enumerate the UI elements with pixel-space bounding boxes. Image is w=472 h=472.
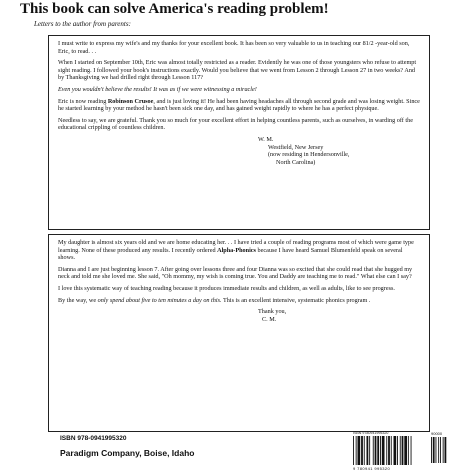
signature-initials: W. M. — [258, 135, 274, 143]
text-span: because I have heard Samuel Blumenfeld speak on several shows. — [58, 246, 403, 262]
signature-place: Westfield, New Jersey — [268, 143, 324, 151]
barcode-isbn-text: ISBN 9780941995320 — [353, 431, 389, 435]
barcode-price-code: 90000 — [431, 431, 443, 436]
letter1-signature — [258, 136, 420, 166]
letter1-paragraph: I must write to express my wife's and my thanks for your excellent book. It has been so very valuable to us in teaching our 81/2 -year-old son, Eric, to read. . . — [58, 40, 410, 55]
intro-text: Letters to the author from parents: — [34, 20, 131, 28]
barcode-bars — [345, 431, 455, 471]
emphasis-text: only spend about five to ten minutes a day on this. — [97, 296, 222, 304]
signature-note: North Carolina) — [276, 158, 316, 166]
letter-box-2 — [48, 234, 430, 432]
letter2-paragraph: I love this systematic way of teaching reading because it produces immediate results and children, as well as adults, like to see progress. — [58, 284, 395, 292]
text-span: Eric is now reading — [58, 97, 108, 105]
text-span: By the way, we — [58, 296, 98, 304]
book-title: Robinson Crusoe — [107, 97, 154, 105]
signature-thanks: Thank you, — [258, 308, 287, 316]
headline: This book can solve America's reading problem! — [20, 1, 329, 17]
publisher-label: Paradigm Company, Boise, Idaho — [60, 448, 195, 458]
letter2-paragraph — [58, 239, 420, 262]
letter1-paragraph — [58, 98, 420, 113]
text-span: , and is just loving it! He had been having headaches all through second grade and was losing weight. Since he started learning by your method he hasn't been sick one day, and has gained weight rapidly to where he has a perfect physique. — [58, 97, 420, 113]
isbn-label: ISBN 978-0941995320 — [60, 435, 127, 442]
letter2-signature — [258, 308, 420, 323]
signature-note: (now residing in Hendersonville, — [268, 151, 350, 159]
book-title: Alpha-Phonics — [217, 246, 256, 254]
barcode — [345, 431, 455, 471]
letter2-paragraph — [58, 297, 420, 305]
text-span: My daughter is almost six years old and we are home educating her. . . I have tried a couple of reading programs most of which were game type learning. None of these produced any results. I recently ordered — [58, 239, 414, 254]
letter-box-1 — [48, 35, 430, 230]
letter1-paragraph: Needless to say, we are grateful. Thank you so much for your excellent effort in helping countless parents, such as ourselves, in warding off the educational crippling of countless children. — [58, 116, 413, 132]
text-span: This is an excellent intensive, systematic phonics program . — [221, 296, 371, 304]
letter1-paragraph: When I started on September 10th, Eric was almost totally restricted as a reader. Evidently he was one of those youngsters who refuse to attempt sight reading. I followed your book's instructions exactly. Would you believe that we went from Lesson 2 through Lesson 27 in two weeks? And by Thanksgiving we had drilled right through Lesson 117? — [58, 59, 417, 82]
signature-initials: C. M. — [262, 315, 277, 323]
letter2-paragraph: Dianna and I are just beginning lesson 7. After going over lessons three and four Dianna was so excited that she could read that she hugged my neck and told me she loved me. She said, "Oh mommy, my wish is coming true. You and Daddy are teaching me to read." What else can I say? — [58, 265, 413, 281]
letter1-paragraph: Even you wouldn't believe the results! It was as if we were witnessing a miracle! — [58, 85, 257, 93]
barcode-number-text: 9 780941 995320 — [353, 466, 391, 471]
